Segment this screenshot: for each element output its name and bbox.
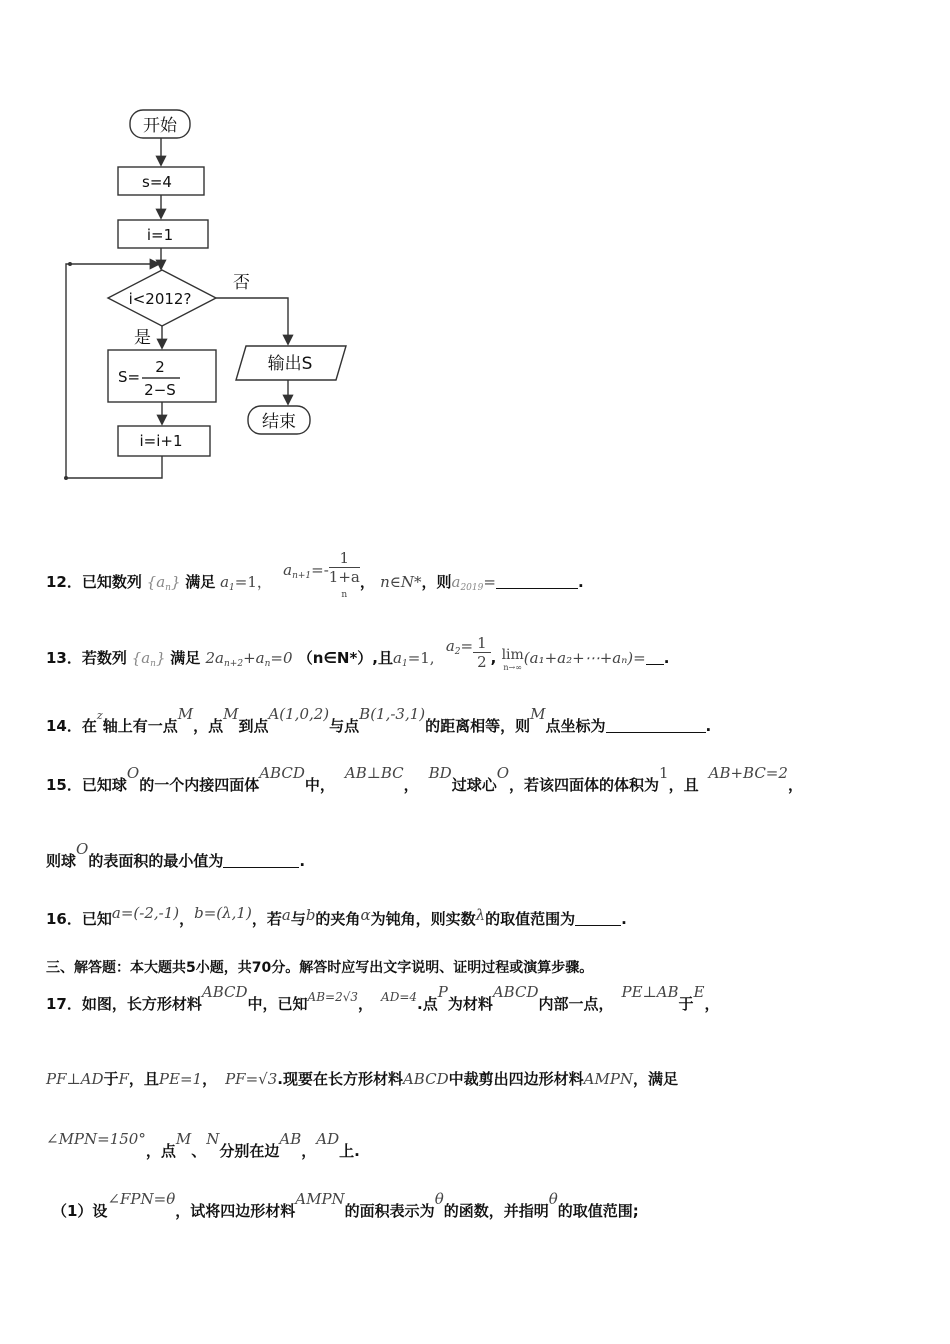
answer-blank-12	[496, 574, 578, 589]
section-3-heading: 三、解答题：本大题共5小题，共70分。解答时应写出文字说明、证明过程或演算步骤。	[46, 960, 594, 976]
question-15: 15．已知球O的一个内接四面体ABCD中，AB⊥BC，BD过球心O，若该四面体的体积为1，且AB+BC=2，	[46, 764, 803, 794]
answer-blank-15	[223, 853, 299, 868]
question-17-line2: PF⊥AD于F，且PE=1， PF=√3.现要在长方形材料ABCD中裁剪出四边形材料AMPN，满足	[46, 1070, 679, 1088]
i-init-label: i=1	[146, 226, 174, 244]
assign-den: 2−S	[144, 381, 176, 399]
question-15-line2: 则球O的表面积的最小值为 .	[46, 840, 306, 870]
question-13: 13．若数列 $\{a_n\}$ 满足 $2a_{n+2}+a_n=0$ （n∈N*）,且$a_1=1$, $a_2=$ $\frac{1}{2}$ , lim n→∞ (a₁+a₂+⋯+aₙ)= .	[46, 634, 670, 672]
flowchart	[0, 0, 380, 500]
yes-label: 是	[134, 328, 151, 348]
question-16: 16．已知a=(-2,-1)，b=(λ,1)，若a与b的夹角α为钝角，则实数λ的取值范围为 .	[46, 904, 627, 928]
no-label: 否	[233, 273, 250, 293]
question-17: 17．如图，长方形材料ABCD中，已知$^{AB=2√3}$， $^{AD=4}$.点P为材料ABCD内部一点，PE⊥AB于E，	[46, 983, 720, 1013]
assign-lhs: S=	[118, 368, 141, 386]
end-label: 结束	[262, 412, 296, 432]
assign-num: 2	[155, 358, 165, 376]
increment-label: i=i+1	[139, 432, 183, 450]
question-17-part1: （1）设∠FPN=θ，试将四边形材料AMPN的面积表示为θ的函数，并指明θ的取值范围;	[52, 1190, 639, 1220]
answer-blank-13	[646, 650, 664, 665]
answer-blank-14	[606, 718, 706, 733]
question-14: 14．在$^z$轴上有一点M，点M到点A(1,0,2)与点B(1,-3,1)的距离相等，则M点坐标为 .	[46, 705, 712, 735]
start-label: 开始	[143, 116, 177, 136]
answer-blank-16	[575, 911, 621, 926]
s-init-label: s=4	[142, 173, 172, 191]
condition-label: i<2012?	[128, 290, 192, 308]
question-12: 12．已知数列 $\{a_n\}$ 满足 $a_1=1$， $a_{n+1}=-$ 1 1+a n ， n∈N*，则$a_{2019}=$ .	[46, 549, 584, 600]
output-label: 输出S	[267, 354, 313, 374]
question-17-line3: ∠MPN=150°，点M、N分别在边AB，AD上.	[46, 1130, 360, 1160]
